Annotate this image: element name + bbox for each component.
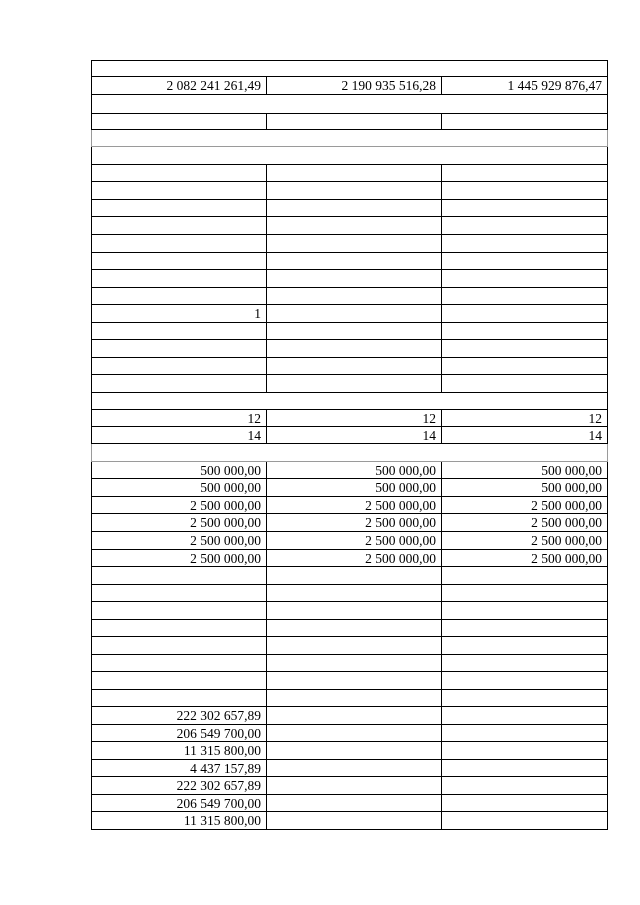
table-cell[interactable]: 2 500 000,00 — [266, 550, 441, 566]
table-section-row — [91, 393, 608, 410]
table-cell[interactable] — [266, 672, 441, 689]
table-row — [91, 462, 608, 479]
table-cell[interactable] — [266, 620, 441, 636]
table-cell[interactable]: 2 500 000,00 — [441, 514, 607, 531]
table-cell[interactable]: 2 500 000,00 — [190, 533, 261, 548]
table-cell[interactable] — [92, 585, 266, 601]
table-cell[interactable] — [266, 200, 441, 216]
table-row — [91, 532, 608, 550]
table-cell[interactable] — [266, 725, 441, 741]
table-cell[interactable] — [92, 235, 266, 252]
table-section-row — [91, 147, 608, 165]
table-cell[interactable] — [266, 253, 441, 269]
table-cell[interactable] — [266, 777, 441, 794]
table-row — [91, 270, 608, 288]
table-row — [91, 725, 608, 742]
table-cell[interactable] — [266, 742, 441, 759]
table-row — [91, 707, 608, 725]
table-cell[interactable] — [441, 165, 607, 181]
table-cell[interactable]: 1 445 929 876,47 — [441, 77, 607, 94]
table-row — [91, 253, 608, 270]
table-cell[interactable] — [266, 567, 441, 584]
table-row — [91, 340, 608, 358]
table-cell[interactable] — [92, 182, 266, 199]
table-cell[interactable] — [92, 602, 266, 619]
table-cell[interactable]: 500 000,00 — [266, 462, 441, 478]
table-cell[interactable] — [441, 602, 607, 619]
table-row — [91, 777, 608, 795]
table-row — [91, 795, 608, 812]
table-cell[interactable] — [441, 655, 607, 671]
table-cell[interactable]: 11 315 800,00 — [183, 743, 261, 758]
table-cell[interactable] — [92, 340, 266, 357]
table-cell[interactable] — [266, 812, 441, 829]
table-cell[interactable] — [92, 323, 266, 339]
table-cell[interactable]: 14 — [441, 427, 607, 443]
table-cell[interactable] — [441, 725, 607, 741]
table-row — [91, 514, 608, 532]
table-row — [91, 550, 608, 567]
table-cell[interactable]: 500 000,00 — [200, 480, 261, 495]
table-cell[interactable] — [441, 777, 607, 794]
table-cell[interactable]: 2 500 000,00 — [190, 515, 261, 530]
table-row — [91, 620, 608, 637]
table-row — [91, 375, 608, 393]
table-cell[interactable] — [92, 270, 266, 287]
table-cell[interactable] — [266, 165, 441, 181]
table-cell[interactable] — [441, 690, 607, 706]
table-cell[interactable]: 2 500 000,00 — [190, 498, 261, 513]
table-row — [91, 567, 608, 585]
table-row — [91, 637, 608, 655]
table-cell[interactable] — [266, 707, 441, 724]
table-cell[interactable] — [441, 742, 607, 759]
table-cell[interactable] — [266, 760, 441, 776]
table-cell[interactable]: 2 500 000,00 — [266, 532, 441, 549]
table-cell[interactable] — [441, 637, 607, 654]
table-cell[interactable] — [266, 305, 441, 322]
table-row — [91, 305, 608, 323]
table-row — [91, 497, 608, 514]
table-cell[interactable]: 206 549 700,00 — [176, 796, 261, 811]
table-row — [91, 655, 608, 672]
table-cell[interactable] — [92, 655, 266, 671]
table-row — [91, 760, 608, 777]
table-cell[interactable] — [441, 323, 607, 339]
table-cell[interactable]: 2 500 000,00 — [441, 550, 607, 566]
table-row — [91, 479, 608, 497]
table-row — [91, 742, 608, 760]
table-cell[interactable] — [92, 288, 266, 304]
table-cell[interactable] — [441, 760, 607, 776]
table-section-row — [91, 444, 608, 462]
table-cell[interactable] — [92, 358, 266, 374]
table-cell[interactable]: 2 500 000,00 — [266, 497, 441, 513]
table-cell[interactable]: 500 000,00 — [441, 479, 607, 496]
table-cell[interactable] — [92, 253, 266, 269]
table-row — [91, 358, 608, 375]
table-cell[interactable]: 2 082 241 261,49 — [166, 78, 261, 93]
table-cell[interactable] — [266, 690, 441, 706]
table-cell[interactable] — [92, 165, 266, 181]
table-cell[interactable] — [266, 340, 441, 357]
table-row — [91, 585, 608, 602]
table-cell[interactable] — [441, 620, 607, 636]
table-row — [91, 182, 608, 200]
table-cell[interactable] — [266, 585, 441, 601]
table-cell[interactable] — [92, 375, 266, 392]
table-row — [91, 114, 608, 130]
table-cell[interactable] — [441, 305, 607, 322]
table-section-row — [91, 60, 608, 77]
table-cell[interactable] — [92, 637, 266, 654]
table-row — [91, 165, 608, 182]
table-row — [91, 602, 608, 620]
table-cell[interactable]: 11 315 800,00 — [183, 813, 261, 828]
table-cell[interactable] — [266, 182, 441, 199]
table-cell[interactable] — [266, 375, 441, 392]
table-cell[interactable] — [441, 200, 607, 216]
table-row — [91, 288, 608, 305]
table-cell[interactable] — [92, 690, 266, 706]
table-row — [91, 410, 608, 427]
spreadsheet-table — [91, 60, 608, 830]
table-cell[interactable]: 12 — [247, 411, 261, 426]
table-cell[interactable] — [441, 358, 607, 374]
table-row — [91, 323, 608, 340]
table-cell[interactable] — [266, 602, 441, 619]
table-cell[interactable] — [441, 270, 607, 287]
table-cell[interactable]: 14 — [266, 427, 441, 443]
table-row — [91, 235, 608, 253]
table-cell[interactable] — [266, 114, 441, 129]
table-cell[interactable] — [92, 672, 266, 689]
table-cell[interactable]: 500 000,00 — [266, 479, 441, 496]
table-cell[interactable]: 206 549 700,00 — [176, 726, 261, 741]
table-cell[interactable] — [92, 217, 266, 234]
table-cell[interactable] — [266, 235, 441, 252]
table-row — [91, 200, 608, 217]
table-cell[interactable] — [441, 235, 607, 252]
table-cell[interactable] — [92, 200, 266, 216]
table-cell[interactable]: 12 — [266, 410, 441, 426]
table-cell[interactable] — [266, 288, 441, 304]
table-cell[interactable] — [266, 795, 441, 811]
table-cell[interactable] — [266, 655, 441, 671]
table-row — [91, 672, 608, 690]
table-cell[interactable]: 4 437 157,89 — [190, 761, 261, 776]
table-cell[interactable]: 2 500 000,00 — [441, 532, 607, 549]
table-cell[interactable] — [92, 114, 266, 129]
table-cell[interactable] — [441, 114, 607, 129]
table-cell[interactable] — [266, 217, 441, 234]
table-cell[interactable]: 14 — [247, 428, 261, 443]
table-row — [91, 427, 608, 444]
table-cell[interactable] — [441, 585, 607, 601]
table-row — [91, 77, 608, 95]
table-row — [91, 690, 608, 707]
table-cell[interactable] — [266, 637, 441, 654]
table-cell[interactable] — [92, 620, 266, 636]
table-cell[interactable] — [266, 358, 441, 374]
table-section-row — [91, 95, 608, 114]
table-cell[interactable] — [441, 567, 607, 584]
table-cell[interactable] — [441, 288, 607, 304]
table-cell[interactable] — [441, 795, 607, 811]
table-cell[interactable] — [441, 340, 607, 357]
table-cell[interactable]: 500 000,00 — [441, 462, 607, 478]
table-cell[interactable]: 12 — [441, 410, 607, 426]
table-cell[interactable] — [441, 217, 607, 234]
table-row — [91, 217, 608, 235]
table-cell[interactable] — [441, 812, 607, 829]
table-cell[interactable]: 2 190 935 516,28 — [266, 77, 441, 94]
table-cell[interactable]: 222 302 657,89 — [176, 708, 261, 723]
table-cell[interactable] — [441, 672, 607, 689]
table-cell[interactable] — [441, 375, 607, 392]
table-section-row — [91, 130, 608, 147]
table-row — [91, 812, 608, 830]
table-cell[interactable] — [441, 253, 607, 269]
table-cell[interactable]: 500 000,00 — [200, 463, 261, 478]
table-cell[interactable]: 2 500 000,00 — [190, 551, 261, 566]
table-cell[interactable]: 1 — [254, 306, 261, 321]
table-cell[interactable] — [441, 707, 607, 724]
table-cell[interactable]: 222 302 657,89 — [176, 778, 261, 793]
table-cell[interactable] — [92, 567, 266, 584]
table-cell[interactable] — [266, 323, 441, 339]
table-cell[interactable]: 2 500 000,00 — [441, 497, 607, 513]
table-cell[interactable]: 2 500 000,00 — [266, 514, 441, 531]
table-cell[interactable] — [441, 182, 607, 199]
table-cell[interactable] — [266, 270, 441, 287]
